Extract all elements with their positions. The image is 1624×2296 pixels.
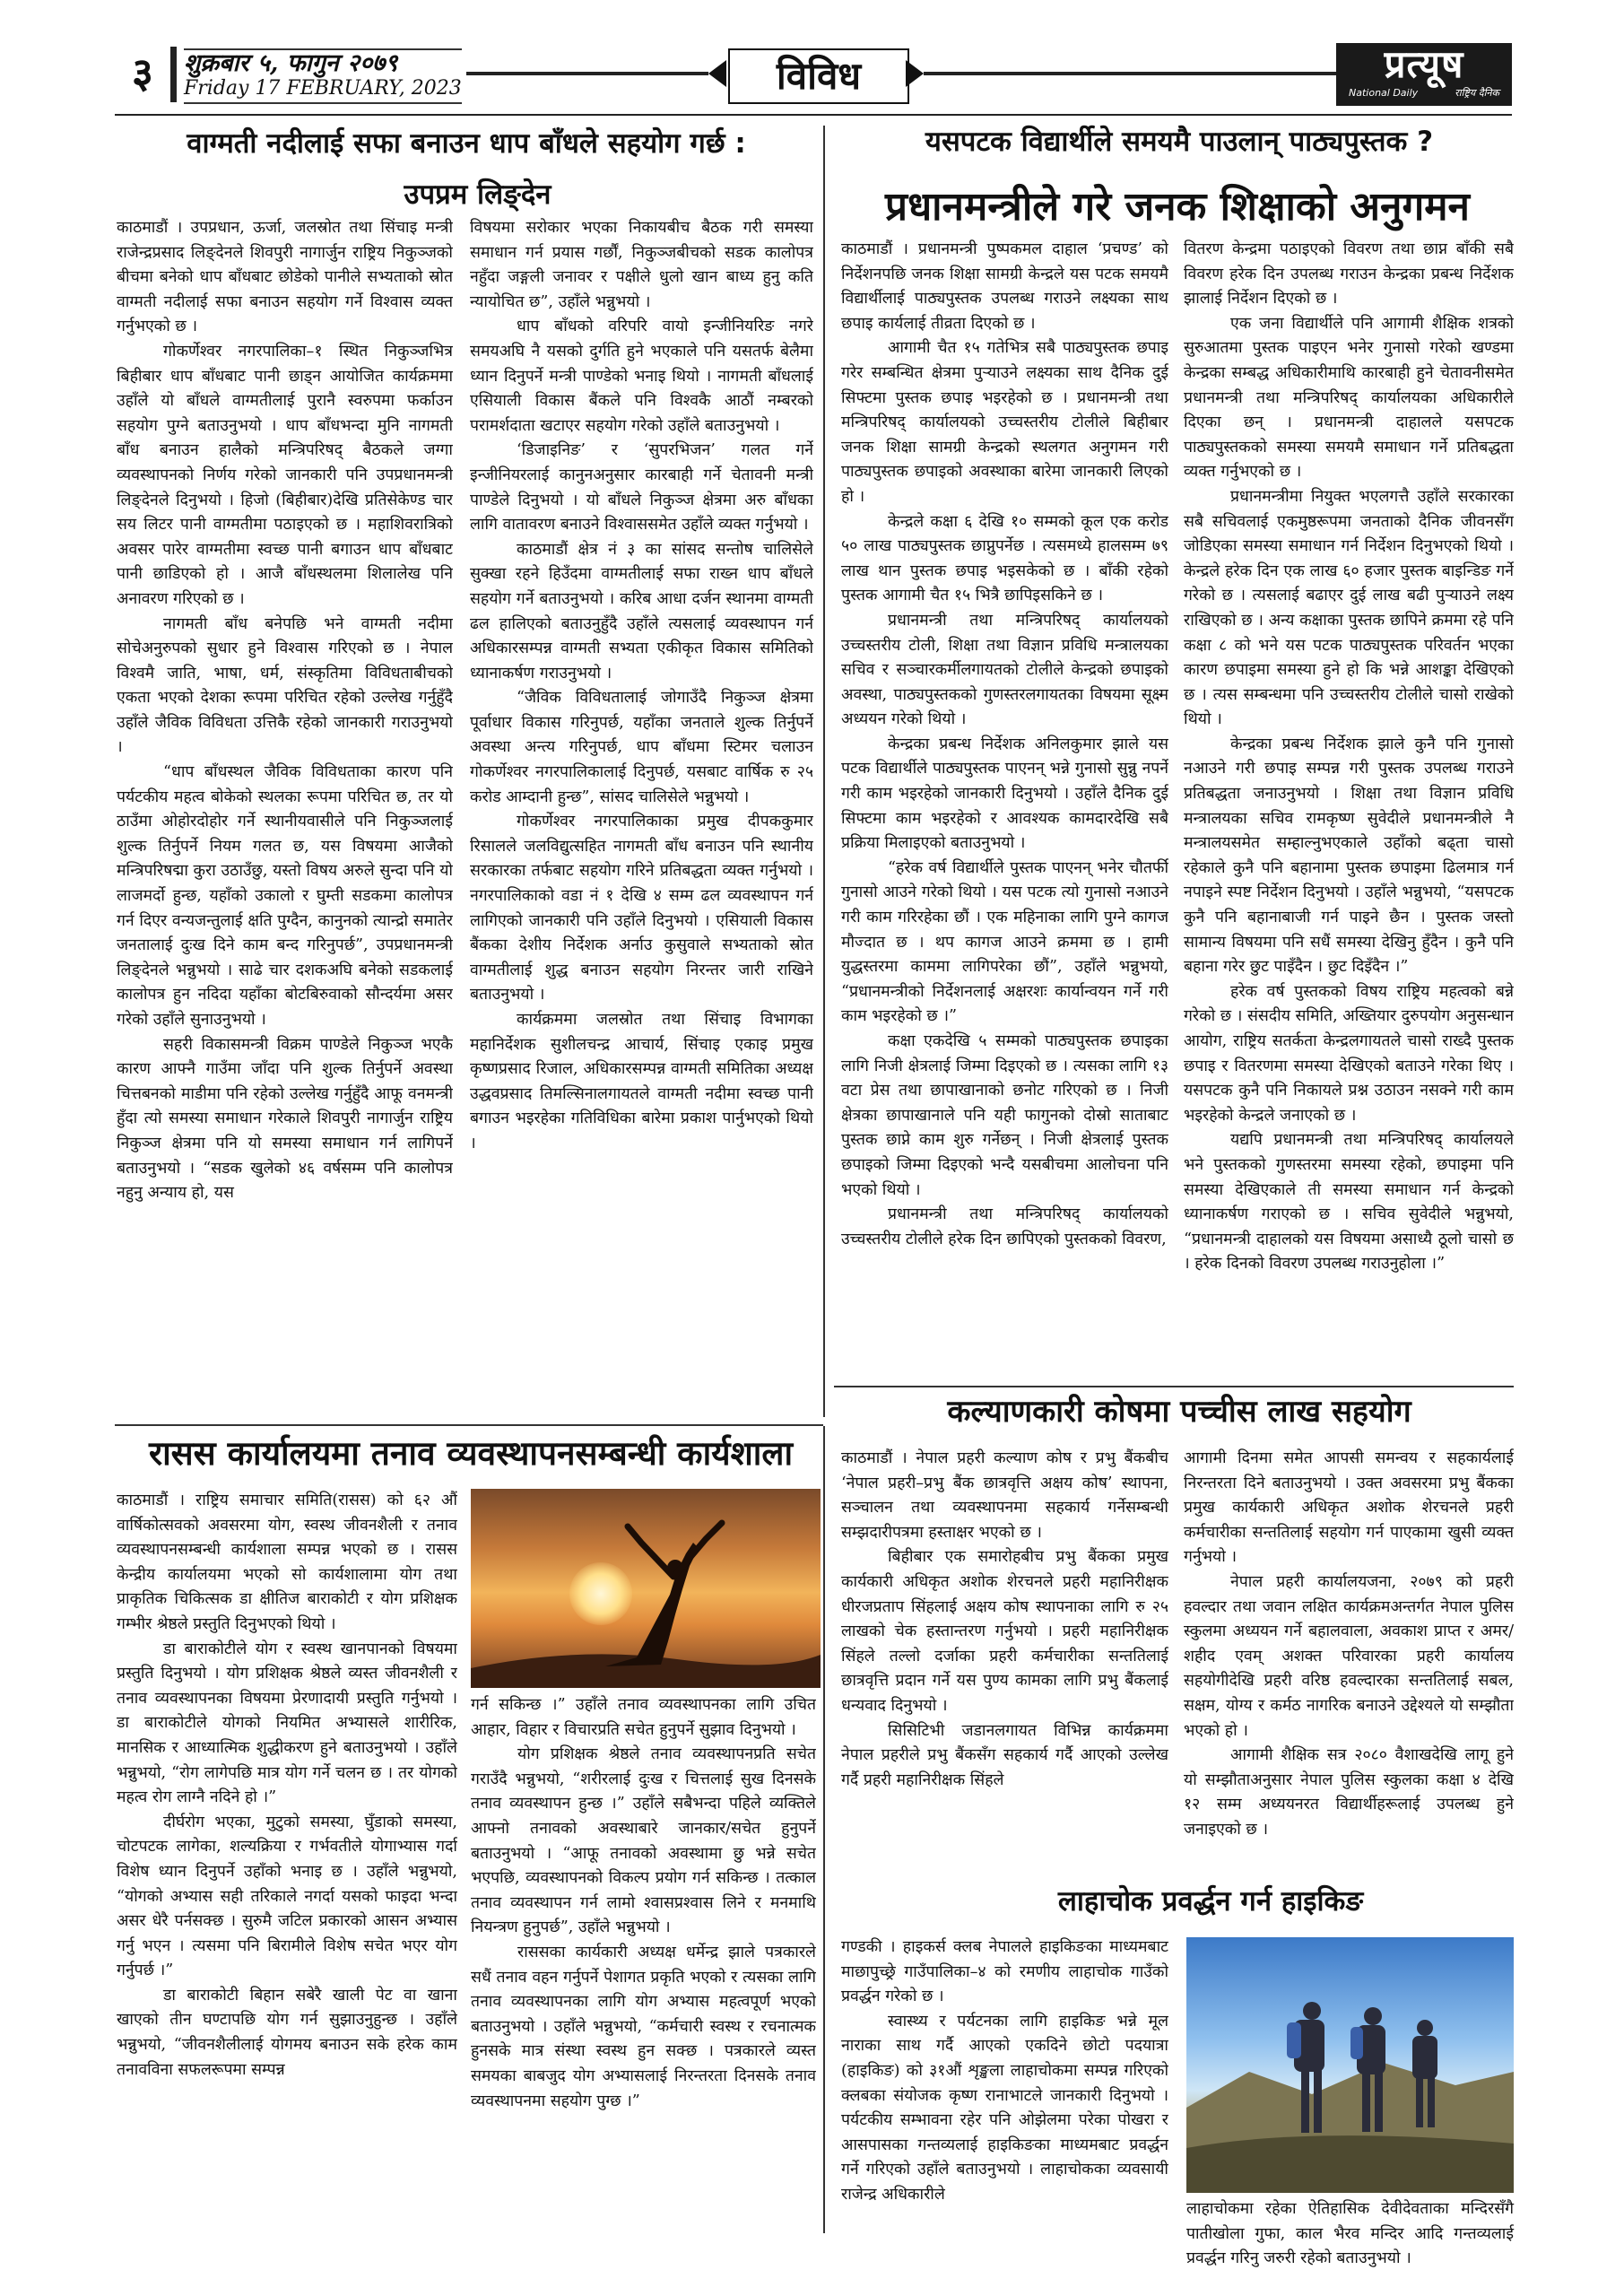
article3-paragraph: दीर्घरोग भएका, मुटुको समस्या, घुँडाको समस्या, चोटपटक लागेका, शल्यक्रिया र गर्भवतीले योगाभ्यास गर्दा विशेष ध्यान दिनुपर्ने उहाँको भनाइ छ । उहाँले भन्नुभयो, “योगको अभ्यास सही तरिकाले नगर्दा यसको फाइदा भन्दा असर धेरै पर्नसक्छ । सुरुमै जटिल प्रकारको आसन अभ्यास गर्नु भएन । त्यसमा पनि बिरामीले विशेष सचेत भएर योग गर्नुपर्छ ।” [117,1813,457,1980]
article4-headline: कल्याणकारी कोषमा पच्चीस लाख सहयोग [947,1394,1411,1430]
article1-column-1 [117,216,453,1420]
article2-paragraph: केन्द्रका प्रबन्ध निर्देशक अनिलकुमार झाले यस पटक विद्यार्थीले पाठ्यपुस्तक पाएनन् भन्ने गुनासो सुन्नु नपर्ने गरी काम भइरहेको जानकारी दिनुभयो । उहाँले दैनिक दुई सिफ्टमा काम भइरहेको र आवश्यक कामदारदेखि सबै प्रक्रिया मिलाइएको बताउनुभयो । [841,735,1168,853]
article2-bottom-rule [834,1386,1514,1387]
article1-paragraph: धाप बाँधको वरिपरि वायो इन्जीनियरिङ नगरे समयअघि नै यसको दुर्गति हुने भएकाले पनि यसतर्फ बेलैमा ध्यान दिनुपर्ने मन्त्री पाण्डेको भनाइ थियो । नागमती बाँधलाई एसियाली विकास बैंकले पनि विश्वकै आठौं नम्बरको परामर्शदाता खटाएर सहयोग गरेको उहाँले बताउनुभयो । [470,317,813,435]
article5-headline: लाहाचोक प्रवर्द्धन गर्न हाइकिङ [1057,1885,1364,1918]
article2-paragraph: यद्यपि प्रधानमन्त्री तथा मन्त्रिपरिषद् कार्यालयले भने पुस्तकको गुणस्तरमा समस्या रहेको, छपाइमा पनि समस्या देखिएकाले ती समस्या समाधान गर्न केन्द्रको ध्यानाकर्षण गराएको छ । सचिव सुवेदीले भन्नुभयो, “प्रधानमन्त्री दाहालको यस विषयमा असाध्यै ठूलो चासो छ । हरेक दिनको विवरण उपलब्ध गराउनुहोला ।” [1184,1131,1514,1274]
article4-column-2 [1184,1447,1514,1859]
article3-paragraph: गर्न सकिन्छ ।” उहाँले तनाव व्यवस्थापनका लागि उचित आहार, विहार र विचारप्रति सचेत हुनुपर्ने सुझाव दिनुभयो । [471,1696,816,1739]
article1-column-2 [470,216,813,1420]
header-rule-right [924,72,1336,75]
article1-paragraph: नागमती बाँध बनेपछि भने वाग्मती नदीमा सोचेअनुरुपको सुधार हुने विश्वास गरिएको छ । नेपाल विश्वमै जाति, भाषा, धर्म, संस्कृतिमा विविधताबीचको एकता भएको देशका रूपमा परिचित रहेको उल्लेख गर्नुहुँदै उहाँले जैविक विविधता उत्तिकै रहेको जानकारी गराउनुभयो । [117,614,453,757]
article1-paragraph: “जैविक विविधतालाई जोगाउँदै निकुञ्ज क्षेत्रमा पूर्वाधार विकास गरिनुपर्छ, यहाँका जनताले शुल्क तिर्नुपर्ने अवस्था अन्त्य गरिनुपर्छ, धाप बाँधमा स्टिमर चलाउन गोकर्णेश्वर नगरपालिकालाई दिनुपर्छ, यसबाट वार्षिक रु २५ करोड आम्दानी हुन्छ”, सांसद चालिसेले भन्नुभयो । [470,689,813,806]
article2-paragraph: प्रधानमन्त्री तथा मन्त्रिपरिषद् कार्यालयको उच्चस्तरीय टोली, शिक्षा तथा विज्ञान प्रविधि मन्त्रालयका सचिव र सञ्चारकर्मीलगायतको टोलीले केन्द्रको छपाइको अवस्था, पाठ्यपुस्तकको गुणस्तरलगायतका विषयमा सूक्ष्म अध्ययन गरेको थियो । [841,611,1168,729]
article3-paragraph: डा बाराकोटीले योग र स्वस्थ खानपानको विषयमा प्रस्तुति दिनुभयो । योग प्रशिक्षक श्रेष्ठले व्यस्त जीवनशैली र तनाव व्यवस्थापनका विषयमा प्रेरणादायी प्रस्तुति गर्नुभयो । डा बाराकोटीले योगको नियमित अभ्यासले शारीरिक, मानसिक र आध्यात्मिक शुद्धीकरण हुने बताउनुभयो । उहाँले भन्नुभयो, “रोग लागेपछि मात्र योग गर्ने चलन छ । तर योगको महत्व रोग लाग्नै नदिने हो ।” [117,1639,457,1807]
yoga-silhouette [471,1489,821,1688]
article2-paragraph: कक्षा एकदेखि ५ सम्मको पाठ्यपुस्तक छपाइका लागि निजी क्षेत्रलाई जिम्मा दिइएको छ । त्यसका लागि १३ वटा प्रेस तथा छापाखानाको छनोट गरिएको छ । निजी क्षेत्रका छापाखानाले पनि यही फागुनको दोस्रो साताबाट पुस्तक छाप्ने काम शुरु गर्नेछन् । निजी क्षेत्रलाई पुस्तक छपाइको जिम्मा दिइएको भन्दै यसबीचमा आलोचना पनि भएको थियो । [841,1032,1168,1199]
article2-paragraph: “हरेक वर्ष विद्यार्थीले पुस्तक पाएनन् भनेर चौतर्फी गुनासो आउने गरेको थियो । यस पटक त्यो गुनासो नआउने गरी काम गरिरहेका छौं । एक महिनाका लागि पुग्ने कागज मौज्दात छ । थप कागज आउने क्रममा छ । हामी युद्धस्तरमा काममा लागिपरेका छौं”, उहाँले भन्नुभयो, “प्रधानमन्त्रीको निर्देशनलाई अक्षरशः कार्यान्वयन गर्ने गरी काम भइरहेको छ ।” [841,858,1168,1026]
logo-title: प्रत्यूष [1384,42,1464,86]
logo-sub-nepali: राष्ट्रिय दैनिक [1455,87,1499,99]
article1-paragraph: विषयमा सरोकार भएका निकायबीच बैठक गरी समस्या समाधान गर्न प्रयास गर्छौं, निकुञ्जबीचको सडक कालोपत्र नहुँदा जङ्गली जनावर र पक्षीले धुलो खान बाध्य हुनु कति न्यायोचित छ”, उहाँले भन्नुभयो । [470,219,813,311]
date-nepali: शुक्रबार ५, फागुन २०७९ [184,49,398,77]
article2-paragraph: प्रधानमन्त्री तथा मन्त्रिपरिषद् कार्यालयको उच्चस्तरीय टोलीले हरेक दिन छापिएको पुस्तकको विवरण, [841,1205,1168,1248]
article2-headline: प्रधानमन्त्रीले गरे जनक शिक्षाको अनुगमन [885,184,1470,230]
article1-paragraph: “धाप बाँधस्थल जैविक विविधताका कारण पनि पर्यटकीय महत्व बोकेको स्थलका रूपमा परिचित छ, तर यो ठाउँमा ओहोरदोहोर गर्ने स्थानीयवासीले पनि निकुञ्जलाई शुल्क तिर्नुपर्ने नियम गलत छ, यस विषयमा आजैको मन्त्रिपरिषद्मा कुरा उठाउँछु, यस्तो विषय अरुले सुन्दा पनि यो लाजमर्दो हुन्छ, यहाँको उकालो र घुम्ती सडकमा कालोपत्र गर्न दिएर वन्यजन्तुलाई क्षति पुग्दैन, कानुनको त्यान्द्रो समातेर जनतालाई दुःख दिने काम बन्द गरिनुपर्छ”, उपप्रधानमन्त्री लिङ्देनले भन्नुभयो । साढे चार दशकअघि बनेको सडकलाई कालोपत्र हुन नदिदा यहाँका बोटबिरुवाको सौन्दर्यमा असर गरेको उहाँले सुनाउनुभयो । [117,763,453,1029]
article2-paragraph: काठमाडौं । प्रधानमन्त्री पुष्पकमल दाहाल ‘प्रचण्ड’ को निर्देशनपछि जनक शिक्षा सामग्री केन्द्रले यस पटक समयमै विद्यार्थीलाई पाठ्यपुस्तक उपलब्ध गराउने लक्ष्यका साथ छपाइ कार्यलाई तीव्रता दिएको छ । [841,240,1168,333]
article2-paragraph: प्रधानमन्त्रीमा नियुक्त भएलगत्तै उहाँले सरकारका सबै सचिवलाई एकमुष्ठरूपमा जनताको दैनिक जीवनसँग जोडिएका समस्या समाधान गर्न निर्देशन दिनुभएको थियो । केन्द्रले हरेक दिन एक लाख ६० हजार पुस्तक बाइन्डिङ गर्ने गरेको छ । त्यसलाई बढाएर दुई लाख बढी पुऱ्याउने लक्ष्य राखिएको छ । अन्य कक्षाका पुस्तक छापिने क्रममा रहे पनि कक्षा ८ को भने यस पटक पाठ्यपुस्तक परिवर्तन भएका कारण छपाइमा समस्या हुने हो कि भन्ने आशङ्का देखिएको छ । त्यस सम्बन्धमा पनि उच्चस्तरीय टोलीले चासो राखेको थियो । [1184,487,1514,729]
hikers-silhouette [1186,1937,1514,2193]
article2-paragraph: हरेक वर्ष पुस्तकको विषय राष्ट्रिय महत्वको बन्ने गरेको छ । संसदीय समिति, अख्तियार दुरुपयोग अनुसन्धान आयोग, राष्ट्रिय सतर्कता केन्द्रलगायतले चासो राख्दै पुस्तक छपाइ र वितरणमा समस्या देखिएको बताउने गरेका थिए । यसपटक कुनै पनि निकायले प्रश्न उठाउन नसक्ने गरी काम भइरहेको केन्द्रले जनाएको छ । [1184,982,1514,1125]
article2-column-1 [841,238,1168,1381]
article3-headline: रासस कार्यालयमा तनाव व्यवस्थापनसम्बन्धी कार्यशाला [148,1434,794,1473]
logo-sub-english: National Daily [1349,87,1419,99]
triangle-left-icon [708,60,726,87]
article3-column-2 [471,1693,816,2242]
article5-paragraph: गण्डकी । हाइकर्स क्लब नेपालले हाइकिङका माध्यमबाट माछापुच्छ्रे गाउँपालिका–४ को रमणीय लाहाचोक गाउँको प्रवर्द्धन गरेको छ । [841,1938,1168,2006]
triangle-right-icon [906,60,924,87]
article4-paragraph: आगामी दिनमा समेत आपसी समन्वय र सहकार्यलाई निरन्तरता दिने बताउनुभयो । उक्त अवसरमा प्रभु बैंकका प्रमुख कार्यकारी अधिकृत अशोक शेरचनले प्रहरी कर्मचारीका सन्ततिलाई सहयोग गर्न पाएकामा खुसी व्यक्त गर्नुभयो । [1184,1449,1514,1567]
article2-paragraph: एक जना विद्यार्थीले पनि आगामी शैक्षिक शत्रको सुरुआतमा पुस्तक पाइएन भनेर गुनासो गरेको खण्डमा केन्द्रका सम्बद्ध अधिकारीमाथि कारबाही हुने चेतावनीसमेत प्रधानमन्त्री तथा मन्त्रिपरिषद् कार्यालयका अधिकारीले दिएका छन् । प्रधानमन्त्री दाहालले यसपटक पाठ्यपुस्तकको समस्या समयमै समाधान गर्ने प्रतिबद्धता व्यक्त गर्नुभएको छ । [1184,314,1514,482]
hiking-photo [1186,1937,1514,2193]
article4-paragraph: सिसिटिभी जडानलगायत विभिन्न कार्यक्रममा नेपाल प्रहरीले प्रभु बैंकसँग सहकार्य गर्दै आएको उल्लेख गर्दै प्रहरी महानिरीक्षक सिंहले [841,1721,1168,1789]
article3-paragraph: राससका कार्यकारी अध्यक्ष धर्मेन्द्र झाले पत्रकारले सधैं तनाव वहन गर्नुपर्ने पेशागत प्रकृति भएको र त्यसका लागि तनाव व्यवस्थापनका लागि योग अभ्यास महत्वपूर्ण भएको बताउनुभयो । उहाँले भन्नुभयो, “कर्मचारी स्वस्थ र रचनात्मक हुनसके मात्र संस्था स्वस्थ हुन सक्छ । पत्रकारले व्यस्त समयका बाबजुद योग अभ्यासलाई निरन्तरता दिनसके तनाव व्यवस्थापनमा सहयोग पुग्छ ।” [471,1943,816,2110]
article2-paragraph: वितरण केन्द्रमा पठाइएको विवरण तथा छाप्न बाँकी सबै विवरण हरेक दिन उपलब्ध गराउन केन्द्रका प्रबन्ध निर्देशक झालाई निर्देशन दिएको छ । [1184,240,1514,309]
article5-paragraph: स्वास्थ्य र पर्यटनका लागि हाइकिङ भन्ने मूल नाराका साथ गर्दै आएको एकदिने छोटो पदयात्रा (हाइकिङ) को ३१औं शृङ्खला लाहाचोकमा सम्पन्न गरिएको क्लबका संयोजक कृष्ण रानाभाटले जानकारी दिनुभयो । पर्यटकीय सम्भावना रहेर पनि ओझेलमा परेका पोखरा र आसपासका गन्तव्यलाई हाइकिङका माध्यमबाट प्रवर्द्धन गर्ने गरिएको उहाँले बताउनुभयो । लाहाचोकका व्यवसायी राजेन्द्र अधिकारीले [841,2012,1168,2204]
hiking-photo-caption: लाहाचोकमा रहेका ऐतिहासिक देवीदेवताका मन्दिरसँगै पातीखोला गुफा, काल भैरव मन्दिर आदि गन्तव्यलाई प्रवर्द्धन गरिनु जरुरी रहेको बताउनुभयो । [1186,2200,1514,2268]
page-number: ३ [132,48,153,97]
article3-paragraph: योग प्रशिक्षक श्रेष्ठले तनाव व्यवस्थापनप्रति सचेत गराउँदै भन्नुभयो, “शरीरलाई दुःख र चित्तलाई सुख दिनसके तनाव व्यवस्थापन हुन्छ ।” उहाँले सबैभन्दा पहिले व्यक्तिले आफ्नो तनावको अवस्थाबारे जानकार/सचेत हुनुपर्ने बताउनुभयो । “आफू तनावको अवस्थामा छु भन्ने सचेत भएपछि, व्यवस्थापनको विकल्प प्रयोग गर्न सकिन्छ । तत्काल तनाव व्यवस्थापन गर्न लामो श्वासप्रश्वास लिने र मनमाथि नियन्त्रण हुनुपर्छ”, उहाँले भन्नुभयो । [471,1745,816,1937]
article3-paragraph: काठमाडौं । राष्ट्रिय समाचार समिति(रासस) को ६२ औं वार्षिकोत्सवको अवसरमा योग, स्वस्थ जीवनशैली र तनाव व्यवस्थापनसम्बन्धी कार्यशाला सम्पन्न भएको छ । रासस केन्द्रीय कार्यालयमा भएको सो कार्यशालामा योग तथा प्राकृतिक चिकित्सक डा क्षीतिज बाराकोटी र योग प्रशिक्षक गम्भीर श्रेष्ठले प्रस्तुति दिनुभएको थियो । [117,1492,457,1633]
logo-subtitle [1336,86,1512,100]
article1-paragraph: गोकर्णेश्वर नगरपालिका–१ स्थित निकुञ्जभित्र बिहीबार धाप बाँधबाट पानी छाड्न आयोजित कार्यक्रममा उहाँले यो बाँधले वाग्मतीलाई पुरानै स्वरुपमा फर्काउन सहयोग पुग्ने बताउनुभयो । धाप बाँधभन्दा मुनि नागमती बाँध बनाउन हालैको मन्त्रिपरिषद् बैठकले जग्गा व्यवस्थापनको निर्णय गरेको जानकारी पनि उपप्रधानमन्त्री लिङ्देनले दिनुभयो । हिजो (बिहीबार)देखि प्रतिसेकेण्ड चार सय लिटर पानी वाग्मतीमा पठाइएको छ । महाशिवरात्रिको अवसर पारेर वाग्मतीमा स्वच्छ पानी बगाउन धाप बाँधबाट पानी छाडिएको हो । आजै बाँधस्थलमा शिलालेख पनि अनावरण गरिएको छ । [117,342,453,608]
article1-paragraph: काठमाडौं । उपप्रधान, ऊर्जा, जलस्रोत तथा सिंचाइ मन्त्री राजेन्द्रप्रसाद लिङ्देनले शिवपुरी नागार्जुन राष्ट्रिय निकुञ्जको बीचमा बनेको धाप बाँधबाट छोडेको पानीले सभ्यताको स्रोत वाग्मती नदीलाई सफा बनाउन सहयोग गर्ने विश्वास व्यक्त गर्नुभएको छ । [117,219,453,336]
article2-paragraph: आगामी चैत १५ गतेभित्र सबै पाठ्यपुस्तक छपाइ गरेर सम्बन्धित क्षेत्रमा पुऱ्याउने लक्ष्यका साथ दैनिक दुई सिफ्टमा पुस्तक छपाइ भइरहेको छ । प्रधानमन्त्री तथा मन्त्रिपरिषद् कार्यालयको उच्चस्तरीय टोलीले बिहीबार जनक शिक्षा सामग्री केन्द्रको स्थलगत अनुगमन गरी पाठ्यपुस्तक छपाइको अवस्थाका बारेमा जानकारी लिएको हो । [841,339,1168,506]
article4-paragraph: बिहीबार एक समारोहबीच प्रभु बैंकका प्रमुख कार्यकारी अधिकृत अशोक शेरचनले प्रहरी महानिरीक्षक धीरजप्रताप सिंहलाई अक्षय कोष स्थापनाका लागि रु २५ लाखको चेक हस्तान्तरण गर्नुभयो । प्रहरी महानिरीक्षक सिंहले तल्लो दर्जाका प्रहरी कर्मचारीका सन्ततिलाई छात्रवृत्ति प्रदान गर्ने यस पुण्य कामका लागि प्रभु बैंकलाई धन्यवाद दिनुभयो । [841,1548,1168,1715]
section-title: विविध [728,48,909,104]
article2-paragraph: केन्द्रका प्रबन्ध निर्देशक झाले कुनै पनि गुनासो नआउने गरी छपाइ सम्पन्न गरी पुस्तक उपलब्ध गराउने प्रतिबद्धता जनाउनुभयो । शिक्षा तथा विज्ञान प्रविधि मन्त्रालयका सचिव रामकृष्ण सुवेदीले प्रधानमन्त्रीले नै मन्त्रालयसमेत सम्हाल्नुभएकाले उहाँको बढ्ता चासो रहेकाले कुनै पनि बहानामा पुस्तक छपाइमा ढिलमात्र गर्न नपाइने स्पष्ट निर्देशन दिनुभयो । उहाँले भन्नुभयो, “यसपटक कुनै पनि बहानाबाजी गर्न पाइने छैन । पुस्तक जस्तो सामान्य विषयमा पनि सधैं समस्या देखिनु हुँदैन । कुनै पनि बहाना गरेर छुट पाइँदैन । छुट दिइँदैन ।” [1184,735,1514,977]
article3-top-rule [115,1424,823,1426]
article1-paragraph: कार्यक्रममा जलस्रोत तथा सिंचाइ विभागका महानिर्देशक सुशीलचन्द्र आचार्य, सिंचाइ एकाइ प्रमुख कृष्णप्रसाद रिजाल, अधिकारसम्पन्न वाग्मती समितिका अध्यक्ष उद्धवप्रसाद तिमल्सिनालगायतले वाग्मती नदीमा स्वच्छ पानी बगाउन भइरहेका गतिविधिका बारेमा प्रकाश पार्नुभएको थियो । [470,1011,813,1152]
article4-paragraph: नेपाल प्रहरी कार्यालयजना, २०७९ को प्रहरी हवल्दार तथा जवान लक्षित कार्यक्रमअन्तर्गत नेपाल पुलिस स्कुलमा अध्ययन गर्ने बहालवाला, अवकाश प्राप्त र अमर/शहीद एवम् अशक्त परिवारका प्रहरी कार्यालय सहयोगीदेखि प्रहरी वरिष्ठ हवल्दारका सन्ततिलाई सबल, सक्षम, योग्य र कर्मठ नागरिक बनाउने उद्देश्यले यो सम्झौता भएको हो । [1184,1572,1514,1740]
article1-paragraph: गोकर्णेश्वर नगरपालिकाका प्रमुख दीपककुमार रिसालले जलविद्युत्सहित नागमती बाँध बनाउन पनि स्थानीय सरकारका तर्फबाट सहयोग गरिने प्रतिबद्धता व्यक्त गर्नुभयो । नगरपालिकाको वडा नं १ देखि ४ सम्म ढल व्यवस्थापन गर्न लागिएको जानकारी पनि उहाँले दिनुभयो । एसियाली विकास बैंकका देशीय निर्देशक अर्नाउ कुसुवाले सभ्यताको स्रोत वाग्मतीलाई शुद्ध बनाउन सहयोग निरन्तर जारी राखिने बताउनुभयो । [470,813,813,1004]
column-divider-main [823,126,825,1417]
article2-paragraph: केन्द्रले कक्षा ६ देखि १० सम्मको कूल एक करोड ५० लाख पाठ्यपुस्तक छाप्नुपर्नेछ । त्यसमध्ये हालसम्म ७९ लाख थान पुस्तक छपाइ भइसकेको छ । बाँकी रहेको पुस्तक आगामी चैत १५ भित्रै छापिइसकिने छ । [841,512,1168,605]
date-english: Friday 17 FEBRUARY, 2023 [184,77,462,100]
article4-paragraph: आगामी शैक्षिक सत्र २०८० वैशाखदेखि लागू हुने यो सम्झौताअनुसार नेपाल पुलिस स्कुलका कक्षा ४ देखि १२ सम्म अध्ययनरत विद्यार्थीहरूलाई उपलब्ध हुने जनाइएको छ । [1184,1746,1514,1839]
column-divider-bottom [823,1426,825,2233]
header-divider [170,47,177,102]
header-bottom-rule [115,114,1512,116]
article5-body [841,1935,1168,2242]
article3-paragraph: डा बाराकोटी बिहान सबेरै खाली पेट वा खाना खाएको तीन घण्टापछि योग गर्न सुझाउनुहुन्छ । उहाँले भन्नुभयो, “जीवनशैलीलाई योगमय बनाउन सके हरेक काम तनावविना सफलरूपमा सम्पन्न [117,1986,457,2079]
article1-paragraph: सहरी विकासमन्त्री विक्रम पाण्डेले निकुञ्ज भएकै कारण आफ्नै गाउँमा जाँदा पनि शुल्क तिर्नुपर्ने अवस्था चित्तबनको माडीमा पनि रहेको उल्लेख गर्नुहुँदै आफू वनमन्त्री हुँदा त्यो समस्या समाधान गरेकाले शिवपुरी नागार्जुन राष्ट्रिय निकुञ्ज क्षेत्रमा पनि यो समस्या समाधान गर्न लागिपर्ने बताउनुभयो । “सडक खुलेको ४६ वर्षसम्म पनि कालोपत्र नहुनु अन्याय हो, यस [117,1035,453,1203]
article4-paragraph: काठमाडौं । नेपाल प्रहरी कल्याण कोष र प्रभु बैंकबीच ‘नेपाल प्रहरी–प्रभु बैंक छात्रवृत्ति अक्षय कोष’ स्थापना, सञ्चालन तथा व्यवस्थापनमा सहकार्य गर्नेसम्बन्धी सम्झदारीपत्रमा हस्ताक्षर भएको छ । [841,1449,1168,1542]
yoga-photo [471,1489,821,1688]
article1-paragraph: ‘डिजाइनिङ’ र ‘सुपरभिजन’ गलत गर्ने इन्जीनियरलाई कानुनअनुसार कारबाही गर्ने चेतावनी मन्त्री पाण्डेले दिनुभयो । यो बाँधले निकुञ्ज क्षेत्रमा अरु बाँधका लागि वातावरण बनाउने विश्वाससमेत उहाँले व्यक्त गर्नुभयो । [470,441,813,535]
article3-column-1 [117,1489,457,2242]
newspaper-logo [1336,43,1512,106]
article1-headline: वाग्मती नदीलाई सफा बनाउन धाप बाँधले सहयोग गर्छ : [187,127,746,160]
article1-paragraph: काठमाडौं क्षेत्र नं ३ का सांसद सन्तोष चालिसेले सुक्खा रहने हिउँदमा वाग्मतीलाई सफा राख्न धाप बाँधले सहयोग गर्ने बताउनुभयो । करिब आधा दर्जन स्थानमा वाग्मती ढल हालिएको बताउनुहुँदै उहाँले त्यसलाई व्यवस्थापन गर्न अधिकारसम्पन्न वाग्मती सभ्यता एकीकृत विकास समितिको ध्यानाकर्षण गराउनुभयो । [470,540,813,683]
article4-column-1 [841,1447,1168,1859]
article1-subheadline: उपप्रम लिङ्देन [404,178,551,211]
header-rule-left [466,72,708,75]
article2-kicker: यसपटक विद्यार्थीले समयमै पाउलान् पाठ्यपुस्तक ? [925,126,1434,158]
date-block [184,48,462,104]
article2-column-2 [1184,238,1514,1381]
